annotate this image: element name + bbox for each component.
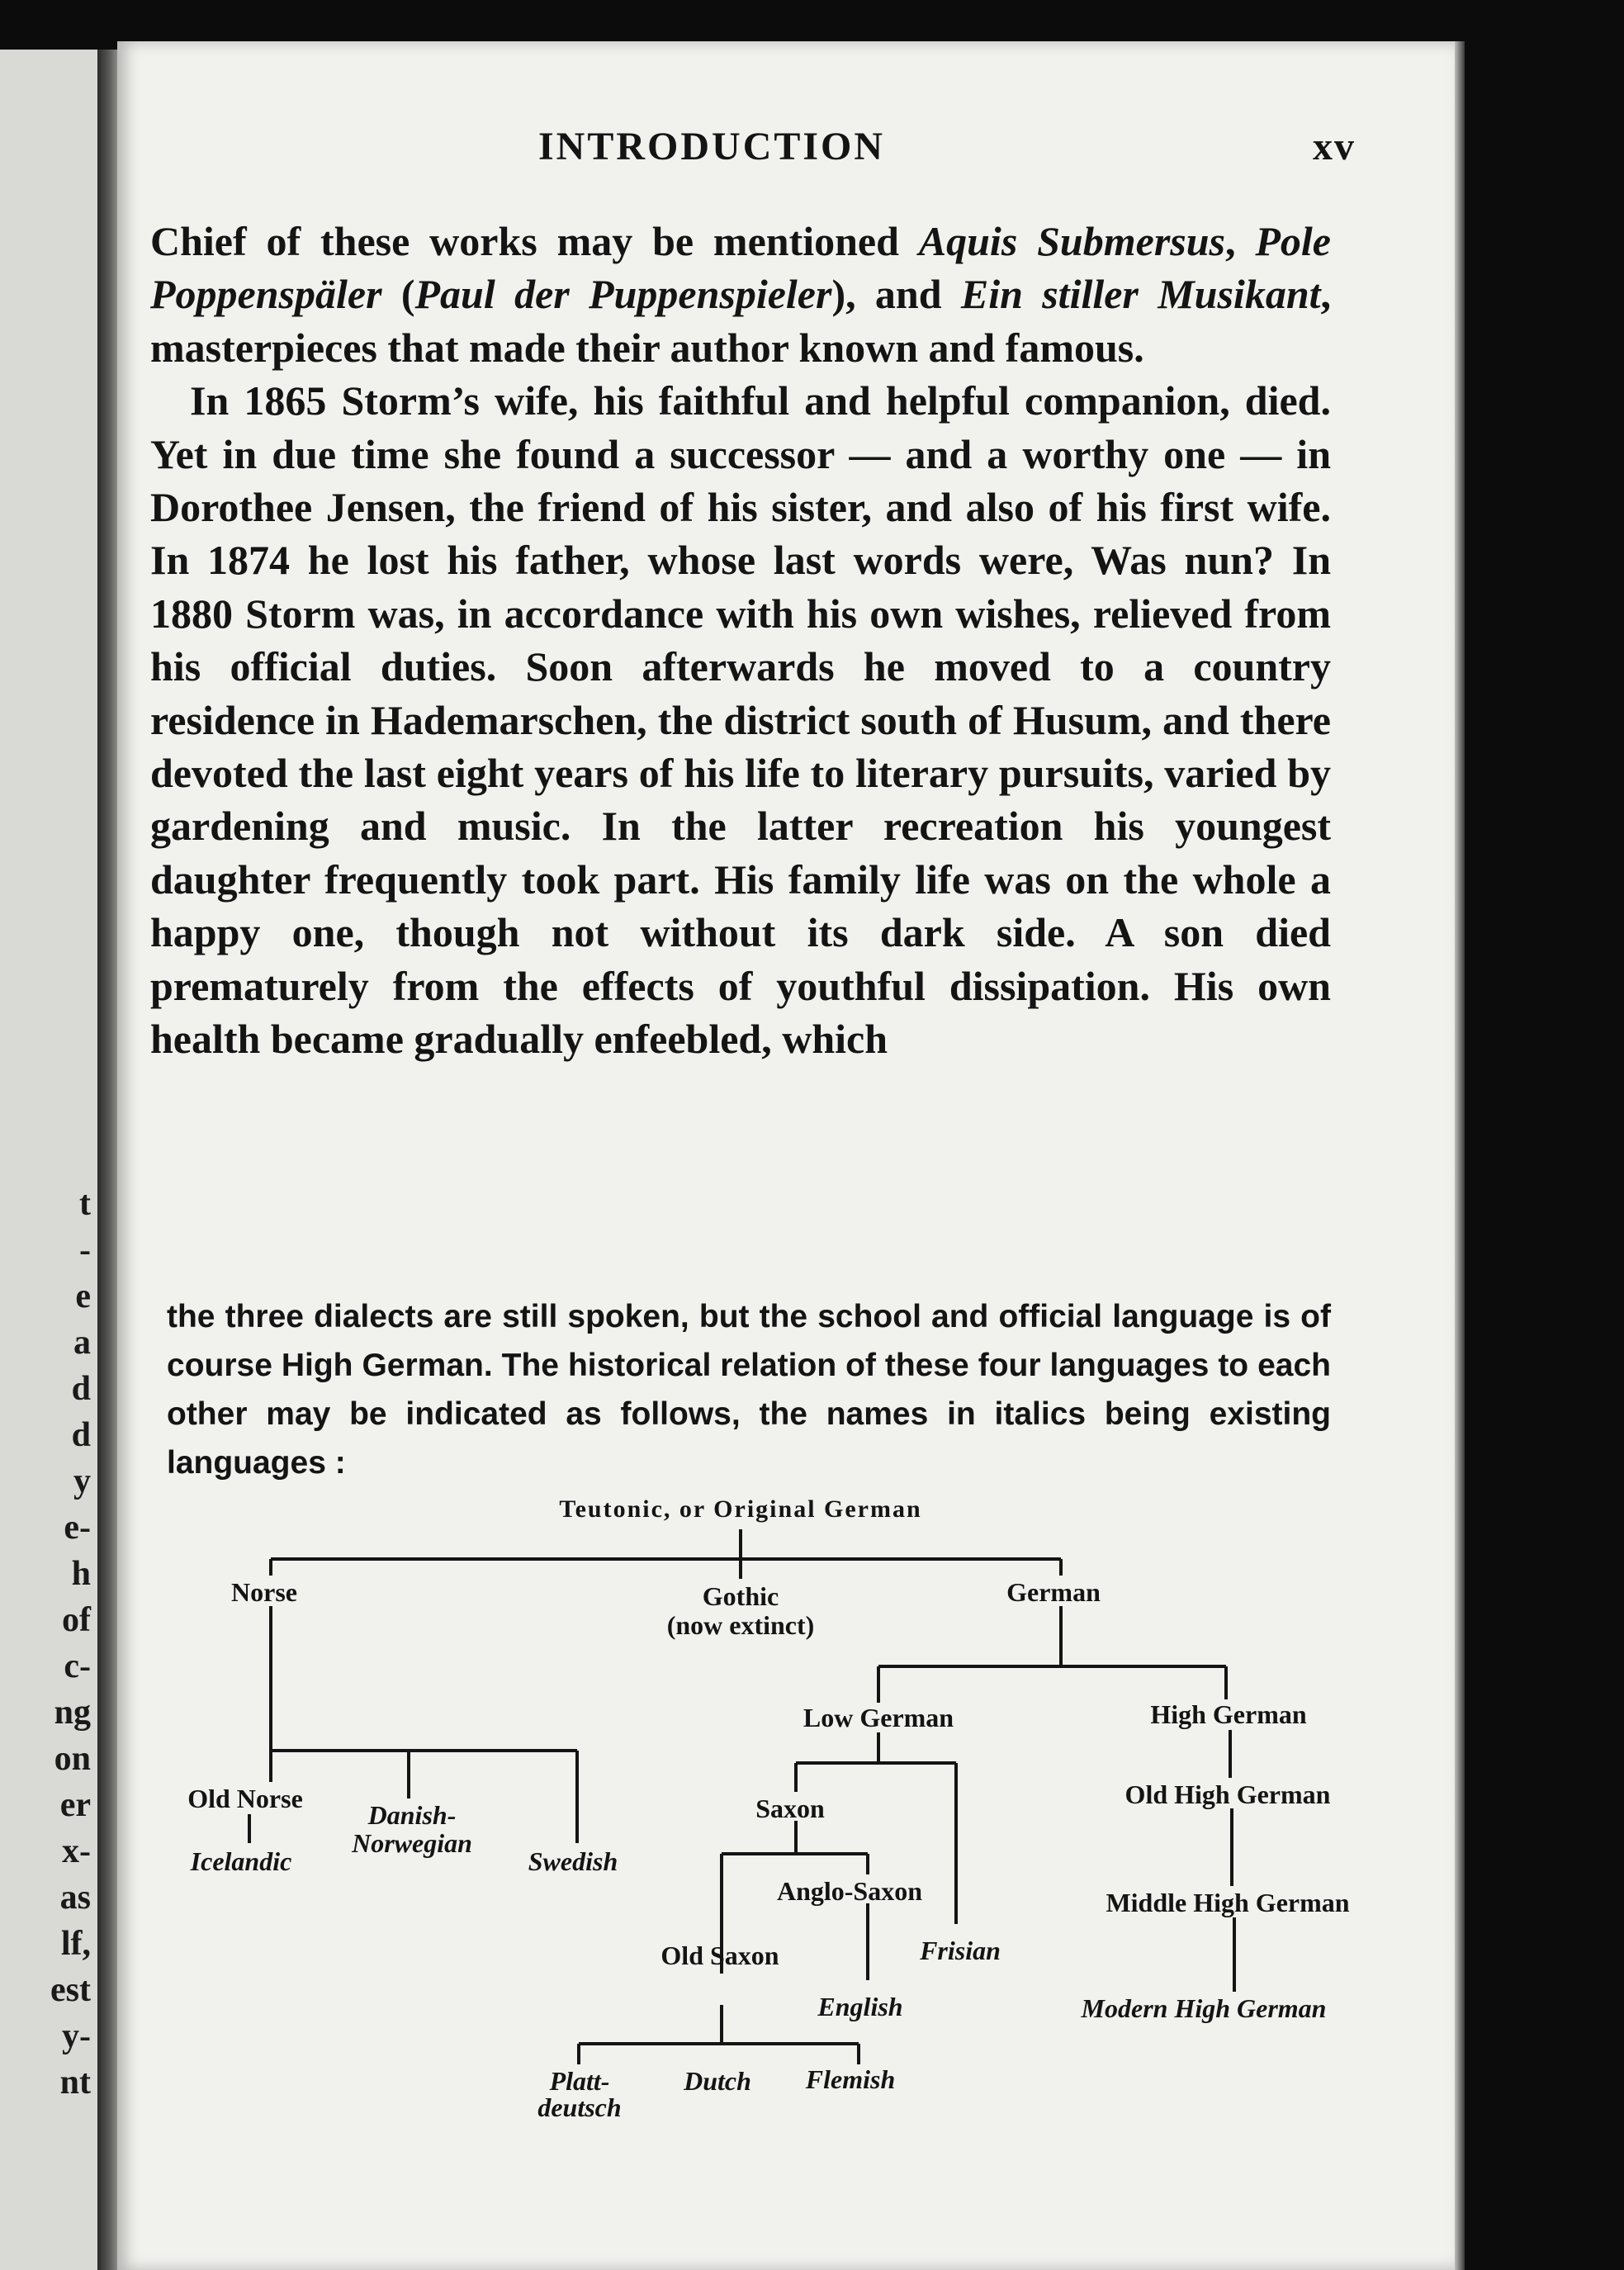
- work-title-italic: Paul der Puppenspieler: [414, 271, 832, 318]
- page-edge: [1455, 41, 1465, 2270]
- tree-node-flemish: Flemish: [805, 2064, 896, 2094]
- footnote: [167, 1292, 1331, 1487]
- tree-node-norse: Norse: [231, 1577, 297, 1607]
- left-fragment: of: [62, 1601, 91, 1639]
- text-run: Chief of these works may be mentioned: [150, 218, 919, 264]
- tree-node-frisian: Frisian: [920, 1936, 1001, 1965]
- left-page-text-edges: [0, 1181, 97, 2106]
- text-run: , masterpieces that made their author known and famous.: [150, 271, 1332, 371]
- left-fragment: est: [50, 1971, 91, 2009]
- tree-node-saxon: Saxon: [755, 1794, 825, 1823]
- tree-node-deutsch: deutsch: [537, 2092, 622, 2122]
- tree-node-middle-high-german: Middle High German: [1106, 1888, 1350, 1917]
- tree-node-old-norse: Old Norse: [187, 1784, 303, 1813]
- left-fragment: nt: [59, 2064, 91, 2102]
- book-gutter: [97, 50, 117, 2270]
- page-number: xv: [1313, 125, 1356, 168]
- tree-node-dutch: Dutch: [684, 2066, 751, 2096]
- text-run: In 1880 Storm was, in accordance with his own wishes, relieved from his official duties. Soon afterwards he moved to a country residence in Hademarschen, the district south of Husum, and there devoted the last eight years of his life to literary pursuits, varied by gardening and music. In the latter recreation his youngest daughter frequently took part. His family life was on the whole a happy one, though not without its dark side. A son died prematurely from the effects of youthful dissipation. His own health became gradually enfeebled, which: [150, 537, 1332, 1063]
- left-fragment: as: [59, 1879, 91, 1917]
- left-fragment: t: [79, 1185, 91, 1223]
- tree-node-old-saxon: Old Saxon: [660, 1941, 779, 1970]
- left-fragment: y-: [62, 2017, 91, 2055]
- paragraph-1: [150, 215, 1331, 374]
- tree-node-modern-high-german: Modern High German: [1081, 1993, 1327, 2023]
- main-text: [150, 215, 1331, 1066]
- running-head: [117, 124, 1455, 190]
- left-fragment: y: [73, 1462, 91, 1500]
- tree-node-anglo-saxon: Anglo-Saxon: [776, 1876, 923, 1906]
- tree-node-english: English: [817, 1992, 903, 2021]
- tree-node-high-german: High German: [1150, 1699, 1307, 1729]
- page-title: INTRODUCTION: [538, 125, 886, 168]
- fraktur-phrase: Was nun?: [1091, 537, 1274, 584]
- text-run: ), and: [831, 271, 961, 318]
- book-page: [117, 41, 1455, 2270]
- work-title-italic: Ein stiller Musikant: [960, 271, 1321, 318]
- tree-node-icelandic: Icelandic: [190, 1846, 292, 1876]
- text-run: ,: [1225, 218, 1256, 264]
- left-fragment: x-: [62, 1832, 91, 1870]
- left-page-fragment: [0, 50, 97, 2270]
- tree-node-norwegian: Norwegian: [352, 1828, 472, 1858]
- left-fragment: c-: [64, 1647, 91, 1685]
- text-run: (: [381, 271, 415, 318]
- tree-node-old-high-german: Old High German: [1124, 1780, 1331, 1809]
- left-fragment: ng: [54, 1694, 91, 1732]
- tree-node-low-german: Low German: [803, 1703, 954, 1732]
- left-fragment: -: [79, 1231, 91, 1269]
- tree-node-platt: Platt-: [549, 2066, 610, 2096]
- tree-node-german: German: [1006, 1577, 1101, 1607]
- work-title-italic: Pole Poppenspäler: [150, 218, 1332, 318]
- tree-root-label: Teutonic, or Original German: [559, 1495, 922, 1523]
- left-fragment: on: [54, 1740, 91, 1778]
- left-fragment: e: [75, 1277, 91, 1315]
- footnote-text: the three dialects are still spoken, but the school and official language is of course High German. The historical relation of these four languages to each other may be indicated as follows, the names in italics being existing languages :: [167, 1299, 1331, 1481]
- left-fragment: h: [71, 1555, 91, 1593]
- tree-node-swedish: Swedish: [528, 1846, 618, 1876]
- work-title-italic: Aquis Submersus: [918, 218, 1226, 264]
- language-family-tree: [117, 1478, 1455, 2139]
- tree-node-gothic-note: (now extinct): [666, 1610, 815, 1640]
- text-run: In 1865 Storm’s wife, his faithful and helpful companion, died. Yet in due time she found a successor — and a worthy one — in Dorothee Jensen, the friend of his sister, and also of his first wife. In 1874 he lost his father, whose last words were,: [150, 377, 1331, 584]
- left-fragment: er: [59, 1786, 91, 1824]
- left-fragment: lf,: [60, 1925, 91, 1963]
- left-fragment: d: [71, 1370, 91, 1408]
- paragraph-2: [150, 374, 1331, 1065]
- tree-node-danish: Danish-: [367, 1800, 457, 1830]
- left-fragment: a: [73, 1324, 91, 1362]
- left-fragment: e-: [64, 1509, 91, 1547]
- left-fragment: d: [71, 1416, 91, 1454]
- tree-node-gothic: Gothic: [702, 1581, 779, 1611]
